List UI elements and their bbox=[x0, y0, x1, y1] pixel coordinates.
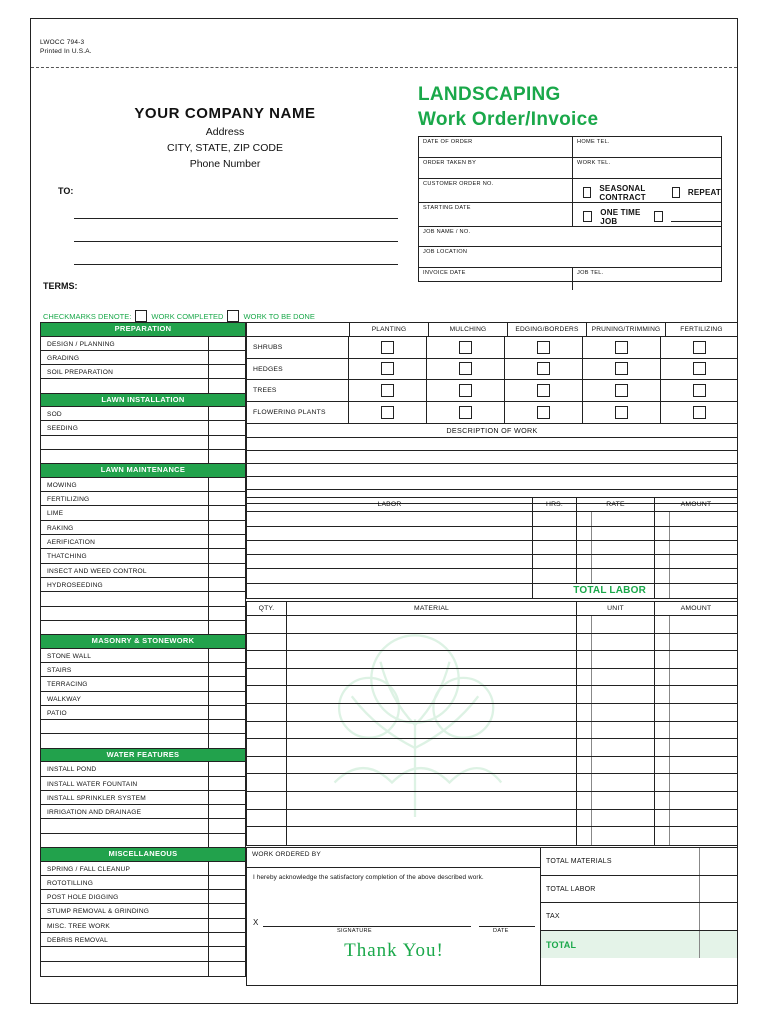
service-row-blank bbox=[41, 607, 245, 621]
plant-label-shrubs: SHRUBS bbox=[247, 337, 349, 358]
plant-label-flowering-plants: FLOWERING PLANTS bbox=[247, 402, 349, 424]
seasonal-contract-checkbox[interactable] bbox=[583, 187, 591, 198]
total-labor-label: TOTAL LABOR bbox=[533, 584, 655, 598]
labor-table bbox=[246, 497, 738, 599]
service-check-cell[interactable] bbox=[209, 805, 245, 818]
col-rate: RATE bbox=[577, 498, 655, 511]
work-completed-label: WORK COMPLETED bbox=[151, 311, 224, 321]
service-row bbox=[41, 805, 245, 819]
service-label: STUMP REMOVAL & GRINDING bbox=[41, 904, 209, 917]
material-row bbox=[247, 810, 737, 828]
order-info-row bbox=[419, 137, 721, 158]
col-material: MATERIAL bbox=[287, 602, 577, 615]
service-check-cell[interactable] bbox=[209, 521, 245, 534]
description-line[interactable] bbox=[247, 464, 737, 477]
material-row bbox=[247, 739, 737, 757]
service-row bbox=[41, 337, 245, 351]
cb-trees-mulching[interactable] bbox=[427, 380, 505, 401]
cb-shrubs-edging[interactable] bbox=[505, 337, 583, 358]
description-of-work-section bbox=[246, 423, 738, 504]
total-row bbox=[541, 876, 737, 904]
field-job-name-no[interactable]: JOB NAME / NO. bbox=[423, 228, 471, 235]
one-time-job-checkbox[interactable] bbox=[583, 211, 592, 222]
service-row-blank bbox=[41, 962, 245, 976]
grand-total-value[interactable] bbox=[643, 931, 737, 959]
service-check-cell[interactable] bbox=[209, 407, 245, 420]
service-row bbox=[41, 890, 245, 904]
work-to-be-done-label: WORK TO BE DONE bbox=[243, 311, 315, 321]
totals-block bbox=[541, 848, 737, 985]
cb-shrubs-fertilizing[interactable] bbox=[661, 337, 737, 358]
service-label: HYDROSEEDING bbox=[41, 578, 209, 591]
cb-hedges-pruning[interactable] bbox=[583, 359, 661, 380]
order-info-row bbox=[419, 247, 721, 268]
signature-label: SIGNATURE bbox=[337, 928, 372, 934]
form-title bbox=[418, 84, 598, 131]
service-row bbox=[41, 862, 245, 876]
service-row-blank bbox=[41, 436, 245, 450]
plant-row bbox=[247, 380, 737, 402]
material-row bbox=[247, 616, 737, 634]
date-label: DATE bbox=[493, 928, 509, 934]
col-unit: UNIT bbox=[577, 602, 655, 615]
labor-row bbox=[247, 555, 737, 569]
total-labor-value[interactable] bbox=[643, 876, 737, 903]
service-label: POST HOLE DIGGING bbox=[41, 890, 209, 903]
service-row-blank bbox=[41, 734, 245, 748]
service-check-cell[interactable] bbox=[209, 649, 245, 662]
field-job-location[interactable]: JOB LOCATION bbox=[423, 249, 468, 256]
checkmarks-denote bbox=[43, 310, 315, 322]
service-label: AERIFICATION bbox=[41, 535, 209, 548]
service-check-cell[interactable] bbox=[209, 421, 245, 434]
service-label: INSTALL WATER FOUNTAIN bbox=[41, 777, 209, 790]
service-check-cell[interactable] bbox=[209, 337, 245, 350]
service-label: GRADING bbox=[41, 351, 209, 364]
service-group-masonry-stonework: MASONRY & STONEWORK bbox=[41, 635, 245, 649]
to-line-3[interactable] bbox=[74, 242, 398, 265]
col-hrs: HRS. bbox=[533, 498, 577, 511]
material-row bbox=[247, 634, 737, 652]
service-check-cell[interactable] bbox=[209, 564, 245, 577]
service-row bbox=[41, 535, 245, 549]
service-row bbox=[41, 933, 245, 947]
service-row bbox=[41, 919, 245, 933]
service-row bbox=[41, 904, 245, 918]
cb-flowers-edging[interactable] bbox=[505, 402, 583, 424]
other-option-checkbox[interactable] bbox=[654, 211, 663, 222]
total-materials-value[interactable] bbox=[643, 848, 737, 875]
service-label: DESIGN / PLANNING bbox=[41, 337, 209, 350]
service-row bbox=[41, 663, 245, 677]
service-label: SEEDING bbox=[41, 421, 209, 434]
cb-shrubs-planting[interactable] bbox=[349, 337, 427, 358]
service-check-cell[interactable] bbox=[209, 492, 245, 505]
services-checklist bbox=[40, 322, 246, 977]
material-table bbox=[246, 601, 738, 846]
total-labor-value[interactable] bbox=[655, 584, 737, 598]
field-home-tel[interactable]: HOME TEL. bbox=[577, 139, 610, 145]
cb-flowers-planting[interactable] bbox=[349, 402, 427, 424]
service-check-cell[interactable] bbox=[209, 890, 245, 903]
option-group-1 bbox=[573, 179, 721, 202]
cb-hedges-fertilizing[interactable] bbox=[661, 359, 737, 380]
service-label: SOD bbox=[41, 407, 209, 420]
service-check-cell[interactable] bbox=[209, 791, 245, 804]
service-check-cell[interactable] bbox=[209, 549, 245, 562]
total-labor-label: TOTAL LABOR bbox=[546, 885, 596, 893]
repeat-label: REPEAT bbox=[687, 188, 721, 198]
service-row-blank bbox=[41, 819, 245, 833]
service-group-water-features: WATER FEATURES bbox=[41, 749, 245, 763]
work-completed-checkbox[interactable] bbox=[135, 310, 147, 322]
company-phone: Phone Number bbox=[189, 158, 261, 170]
service-label: IRRIGATION AND DRAINAGE bbox=[41, 805, 209, 818]
material-row bbox=[247, 686, 737, 704]
description-header: DESCRIPTION OF WORK bbox=[247, 424, 737, 438]
service-row bbox=[41, 649, 245, 663]
cb-trees-pruning[interactable] bbox=[583, 380, 661, 401]
service-label: THATCHING bbox=[41, 549, 209, 562]
work-ordered-by-label[interactable]: WORK ORDERED BY bbox=[247, 848, 540, 868]
service-label: PATIO bbox=[41, 706, 209, 719]
order-info-row bbox=[419, 203, 721, 227]
service-check-cell[interactable] bbox=[209, 578, 245, 591]
work-to-be-done-checkbox[interactable] bbox=[227, 310, 239, 322]
col-planting: PLANTING bbox=[350, 323, 429, 337]
service-row-blank bbox=[41, 947, 245, 961]
cb-hedges-planting[interactable] bbox=[349, 359, 427, 380]
service-row bbox=[41, 506, 245, 520]
col-pruning-trimming: PRUNING/TRIMMING bbox=[587, 323, 666, 337]
denote-prefix: CHECKMARKS DENOTE: bbox=[43, 311, 132, 321]
customer-to-block bbox=[58, 186, 398, 265]
service-group-lawn-installation: LAWN INSTALLATION bbox=[41, 394, 245, 408]
cb-trees-planting[interactable] bbox=[349, 380, 427, 401]
service-check-cell[interactable] bbox=[209, 762, 245, 775]
field-work-tel[interactable]: WORK TEL. bbox=[577, 159, 611, 166]
col-amount: AMOUNT bbox=[680, 501, 712, 508]
signature-input-line[interactable] bbox=[263, 926, 471, 927]
seasonal-contract-label: SEASONAL CONTRACT bbox=[599, 183, 646, 202]
service-label: ROTOTILLING bbox=[41, 876, 209, 889]
service-group-preparation: PREPARATION bbox=[41, 323, 245, 337]
one-time-job-label: ONE TIME JOB bbox=[600, 207, 641, 226]
order-info-row bbox=[419, 268, 721, 290]
total-row bbox=[541, 848, 737, 876]
plant-row bbox=[247, 359, 737, 381]
title-line-2: Work Order/Invoice bbox=[418, 109, 599, 130]
service-label: STAIRS bbox=[41, 663, 209, 676]
service-group-lawn-maintenance: LAWN MAINTENANCE bbox=[41, 464, 245, 478]
material-row bbox=[247, 792, 737, 810]
material-row bbox=[247, 704, 737, 722]
service-row bbox=[41, 492, 245, 506]
service-row-blank bbox=[41, 379, 245, 393]
service-row-blank bbox=[41, 450, 245, 464]
plant-grid-header bbox=[246, 322, 738, 337]
description-line[interactable] bbox=[247, 477, 737, 490]
cb-hedges-mulching[interactable] bbox=[427, 359, 505, 380]
service-label: INSTALL POND bbox=[41, 762, 209, 775]
grand-total-label: TOTAL bbox=[546, 939, 577, 950]
labor-row bbox=[247, 527, 737, 541]
to-label: TO: bbox=[58, 186, 74, 196]
total-row bbox=[541, 903, 737, 931]
cb-trees-fertilizing[interactable] bbox=[661, 380, 737, 401]
service-row-blank bbox=[41, 592, 245, 606]
labor-row bbox=[247, 569, 737, 583]
service-row-blank bbox=[41, 621, 245, 635]
col-amount: AMOUNT bbox=[680, 605, 712, 612]
service-row bbox=[41, 762, 245, 776]
to-line-1[interactable] bbox=[74, 196, 398, 219]
service-check-cell[interactable] bbox=[209, 663, 245, 676]
field-customer-order-no[interactable]: CUSTOMER ORDER NO. bbox=[419, 179, 573, 202]
service-check-cell[interactable] bbox=[209, 904, 245, 917]
service-label: STONE WALL bbox=[41, 649, 209, 662]
labor-row bbox=[247, 512, 737, 526]
service-row bbox=[41, 578, 245, 592]
service-label: RAKING bbox=[41, 521, 209, 534]
service-label: TERRACING bbox=[41, 677, 209, 690]
service-label: SPRING / FALL CLEANUP bbox=[41, 862, 209, 875]
description-line[interactable] bbox=[247, 451, 737, 464]
order-info-row bbox=[419, 227, 721, 248]
service-check-cell[interactable] bbox=[209, 677, 245, 690]
cb-flowers-mulching[interactable] bbox=[427, 402, 505, 424]
service-label: MOWING bbox=[41, 478, 209, 491]
service-row bbox=[41, 421, 245, 435]
other-option-line[interactable] bbox=[671, 212, 721, 222]
order-info-table bbox=[418, 136, 722, 282]
plant-label-hedges: HEDGES bbox=[247, 359, 349, 380]
field-date-of-order[interactable]: DATE OF ORDER bbox=[419, 137, 573, 157]
title-line-1: LANDSCAPING bbox=[418, 84, 561, 105]
labor-row bbox=[247, 541, 737, 555]
tax-value[interactable] bbox=[643, 903, 737, 930]
service-label: INSECT AND WEED CONTROL bbox=[41, 564, 209, 577]
service-label: FERTILIZING bbox=[41, 492, 209, 505]
repeat-checkbox[interactable] bbox=[672, 187, 680, 198]
service-label: SOIL PREPARATION bbox=[41, 365, 209, 378]
service-label: INSTALL SPRINKLER SYSTEM bbox=[41, 791, 209, 804]
service-group-miscellaneous: MISCELLANEOUS bbox=[41, 848, 245, 862]
field-starting-date[interactable]: STARTING DATE bbox=[419, 203, 573, 226]
col-labor: LABOR bbox=[247, 498, 533, 511]
service-check-cell[interactable] bbox=[209, 919, 245, 932]
service-label: DEBRIS REMOVAL bbox=[41, 933, 209, 946]
plant-grid-corner bbox=[247, 323, 350, 337]
service-row bbox=[41, 521, 245, 535]
material-row bbox=[247, 757, 737, 775]
service-row bbox=[41, 478, 245, 492]
col-qty: QTY. bbox=[247, 602, 287, 615]
form-code-line2: Printed In U.S.A. bbox=[40, 48, 92, 55]
service-check-cell[interactable] bbox=[209, 777, 245, 790]
service-check-cell[interactable] bbox=[209, 535, 245, 548]
cb-hedges-edging[interactable] bbox=[505, 359, 583, 380]
material-header-row bbox=[247, 602, 737, 616]
service-row bbox=[41, 876, 245, 890]
service-row-blank bbox=[41, 834, 245, 848]
total-labor-row bbox=[247, 584, 737, 598]
plant-label-trees: TREES bbox=[247, 380, 349, 401]
col-fertilizing: FERTILIZING bbox=[680, 326, 723, 333]
col-edging-borders: EDGING/BORDERS bbox=[508, 323, 587, 337]
signature-x-mark: X bbox=[253, 918, 259, 927]
service-row bbox=[41, 365, 245, 379]
service-check-cell[interactable] bbox=[209, 933, 245, 946]
company-name: YOUR COMPANY NAME bbox=[134, 105, 316, 122]
to-line-2[interactable] bbox=[74, 219, 398, 242]
service-row bbox=[41, 677, 245, 691]
service-check-cell[interactable] bbox=[209, 478, 245, 491]
signature-block bbox=[247, 848, 541, 985]
service-row bbox=[41, 351, 245, 365]
perforation-line bbox=[31, 67, 737, 68]
service-row-blank bbox=[41, 720, 245, 734]
description-line[interactable] bbox=[247, 438, 737, 451]
cb-shrubs-mulching[interactable] bbox=[427, 337, 505, 358]
service-check-cell[interactable] bbox=[209, 706, 245, 719]
service-check-cell[interactable] bbox=[209, 692, 245, 705]
material-row bbox=[247, 651, 737, 669]
cb-flowers-fertilizing[interactable] bbox=[661, 402, 737, 424]
company-city-state-zip: CITY, STATE, ZIP CODE bbox=[167, 142, 283, 154]
field-invoice-date[interactable]: INVOICE DATE bbox=[419, 268, 573, 290]
option-group-2 bbox=[573, 203, 721, 226]
order-info-row bbox=[419, 158, 721, 179]
form-code-line1: LWOCC 794-3 bbox=[40, 39, 85, 46]
plant-row bbox=[247, 402, 737, 424]
col-mulching: MULCHING bbox=[429, 323, 508, 337]
service-row bbox=[41, 564, 245, 578]
cb-flowers-pruning[interactable] bbox=[583, 402, 661, 424]
thank-you-text: Thank You! bbox=[344, 940, 444, 961]
plant-row bbox=[247, 337, 737, 359]
plant-grid bbox=[246, 336, 738, 424]
form-code bbox=[40, 38, 92, 56]
acknowledgement-text: I hereby acknowledge the satisfactory completion of the above described work. bbox=[253, 874, 484, 881]
service-row bbox=[41, 706, 245, 720]
cb-trees-edging[interactable] bbox=[505, 380, 583, 401]
service-label: MISC. TREE WORK bbox=[41, 919, 209, 932]
service-label: LIME bbox=[41, 506, 209, 519]
service-check-cell[interactable] bbox=[209, 862, 245, 875]
material-row bbox=[247, 827, 737, 845]
service-row bbox=[41, 549, 245, 563]
signature-totals-section bbox=[246, 847, 738, 986]
service-label: WALKWAY bbox=[41, 692, 209, 705]
material-row bbox=[247, 669, 737, 687]
service-row bbox=[41, 777, 245, 791]
date-input-line[interactable] bbox=[479, 926, 535, 927]
field-job-tel[interactable]: JOB TEL. bbox=[577, 270, 604, 277]
cb-shrubs-pruning[interactable] bbox=[583, 337, 661, 358]
service-check-cell[interactable] bbox=[209, 365, 245, 378]
company-address: Address bbox=[205, 126, 245, 138]
service-check-cell[interactable] bbox=[209, 876, 245, 889]
total-materials-label: TOTAL MATERIALS bbox=[546, 858, 612, 865]
order-info-row bbox=[419, 179, 721, 203]
service-row bbox=[41, 791, 245, 805]
service-row bbox=[41, 407, 245, 421]
grand-total-row bbox=[541, 931, 737, 959]
service-check-cell[interactable] bbox=[209, 506, 245, 519]
company-block bbox=[60, 105, 390, 170]
material-row bbox=[247, 722, 737, 740]
terms-label: TERMS: bbox=[43, 281, 78, 291]
service-row bbox=[41, 692, 245, 706]
service-check-cell[interactable] bbox=[209, 351, 245, 364]
labor-header-row bbox=[247, 498, 737, 512]
tax-label: TAX bbox=[546, 913, 560, 921]
field-order-taken-by[interactable]: ORDER TAKEN BY bbox=[419, 158, 573, 178]
material-row bbox=[247, 774, 737, 792]
